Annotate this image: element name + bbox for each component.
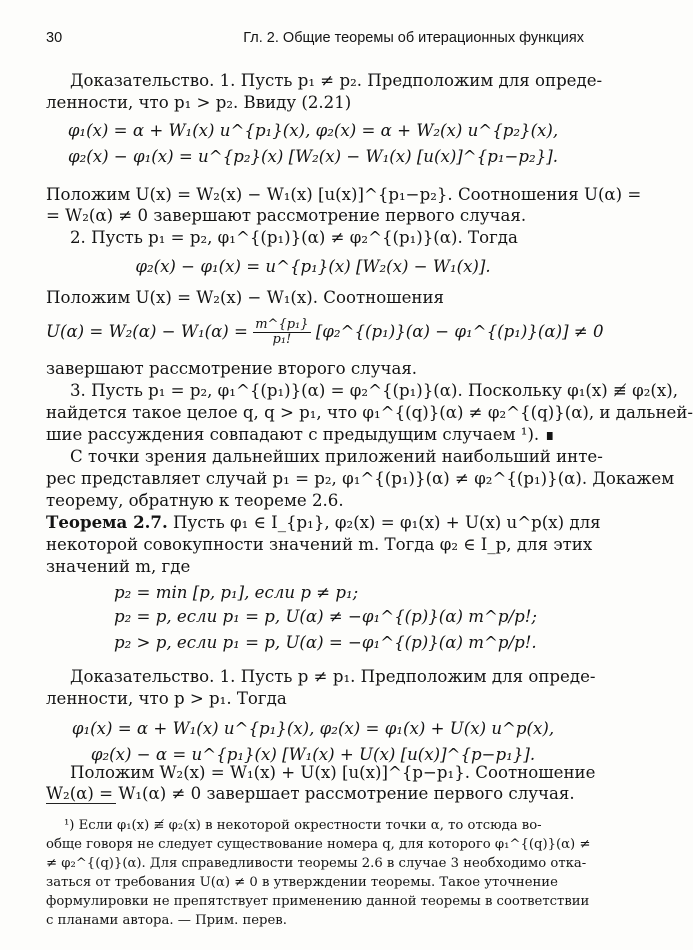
running-title: Гл. 2. Общие теоремы об итерационных функциях — [243, 30, 584, 46]
text-line: С точки зрения дальнейших приложений наибольший инте- — [70, 447, 603, 466]
equation-part: [φ₂^{(p₁)}(α) − φ₁^{(p₁)}(α)] ≠ 0 — [315, 322, 604, 341]
text-line: ленности, что p₁ > p₂. Ввиду (2.21) — [46, 93, 352, 112]
equation-part: U(α) = W₂(α) − W₁(α) = — [46, 322, 248, 341]
equation — [46, 317, 604, 347]
fraction-numerator: m^{p₁} — [255, 317, 309, 332]
text-line: Положим U(x) = W₂(x) − W₁(x). Соотношения — [46, 288, 445, 307]
theorem-line — [46, 512, 601, 533]
fraction-denominator: p₁! — [272, 332, 292, 347]
footnote-line: формулировки не препятствует применению данной теоремы в соответствии — [46, 894, 590, 909]
theorem-text: Пусть φ₁ ∈ I_{p₁}, φ₂(x) = φ₁(x) + U(x) u^p(x) для — [173, 513, 601, 532]
equation: φ₂(x) − φ₁(x) = u^{p₂}(x) [W₂(x) − W₁(x) [u(x)]^{p₁−p₂}]. — [67, 147, 558, 166]
case-line: p₂ = min [p, p₁], если p ≠ p₁; — [114, 583, 359, 602]
equation: φ₂(x) − φ₁(x) = u^{p₁}(x) [W₂(x) − W₁(x)]. — [135, 257, 491, 276]
text-line: значений m, где — [46, 557, 191, 576]
text-line: = W₂(α) ≠ 0 завершают рассмотрение первого случая. — [46, 206, 527, 225]
text-line: 2. Пусть p₁ = p₂, φ₁^{(p₁)}(α) ≠ φ₂^{(p₁)}(α). Тогда — [70, 228, 518, 247]
text-line: некоторой совокупности значений m. Тогда φ₂ ∈ I_p, для этих — [46, 535, 593, 554]
equation: φ₂(x) − α = u^{p₁}(x) [W₁(x) + U(x) [u(x)]^{p−p₁}]. — [90, 745, 536, 764]
footnote-line: заться от требования U(α) ≠ 0 в утверждении теоремы. Такое уточнение — [46, 875, 558, 890]
footnote-line: ≠ φ₂^{(q)}(α). Для справедливости теоремы 2.6 в случае 3 необходимо отка- — [46, 856, 587, 871]
text-line: W₂(α) = W₁(α) ≠ 0 завершает рассмотрение первого случая. — [46, 784, 575, 803]
text-line: 3. Пусть p₁ = p₂, φ₁^{(p₁)}(α) = φ₂^{(p₁)}(α). Поскольку φ₁(x) ≢ φ₂(x), — [70, 381, 678, 400]
footnote-line: с планами автора. — Прим. перев. — [46, 913, 287, 928]
text-line: теорему, обратную к теореме 2.6. — [46, 491, 344, 510]
text-line: ленности, что p > p₁. Тогда — [46, 689, 287, 708]
text-line: Положим W₂(x) = W₁(x) + U(x) [u(x)]^{p−p₁}. Соотношение — [70, 763, 596, 782]
footnote-rule — [46, 803, 116, 804]
case-line: p₂ > p, если p₁ = p, U(α) = −φ₁^{(p)}(α) m^p/p!. — [114, 633, 537, 652]
fraction — [253, 318, 310, 347]
text-line: Доказательство. 1. Пусть p₁ ≠ p₂. Предположим для опреде- — [70, 71, 603, 90]
text-line: шие рассуждения совпадают с предыдущим случаем ¹). ∎ — [46, 425, 556, 444]
equation: φ₁(x) = α + W₁(x) u^{p₁}(x), φ₂(x) = α + W₂(x) u^{p₂}(x), — [67, 121, 559, 140]
text-line: завершают рассмотрение второго случая. — [46, 359, 418, 378]
page-number: 30 — [46, 30, 63, 46]
case-line: p₂ = p, если p₁ = p, U(α) ≠ −φ₁^{(p)}(α) m^p/p!; — [114, 607, 537, 626]
text-line: рес представляет случай p₁ = p₂, φ₁^{(p₁)}(α) ≠ φ₂^{(p₁)}(α). Докажем — [46, 469, 675, 488]
text-line: Положим U(x) = W₂(x) − W₁(x) [u(x)]^{p₁−p₂}. Соотношения U(α) = — [46, 185, 642, 204]
equation: φ₁(x) = α + W₁(x) u^{p₁}(x), φ₂(x) = φ₁(x) + U(x) u^p(x), — [71, 719, 555, 738]
footnote-line: ¹) Если φ₁(x) ≢ φ₂(x) в некоторой окрестности точки α, то отсюда во- — [64, 818, 542, 833]
footnote-line: обще говоря не следует существование номера q, для которого φ₁^{(q)}(α) ≠ — [46, 837, 591, 852]
text-line: Доказательство. 1. Пусть p ≠ p₁. Предположим для опреде- — [70, 667, 596, 686]
text-line: найдется такое целое q, q > p₁, что φ₁^{(q)}(α) ≠ φ₂^{(q)}(α), и дальней- — [46, 403, 693, 422]
theorem-label: Теорема 2.7. — [46, 512, 168, 532]
